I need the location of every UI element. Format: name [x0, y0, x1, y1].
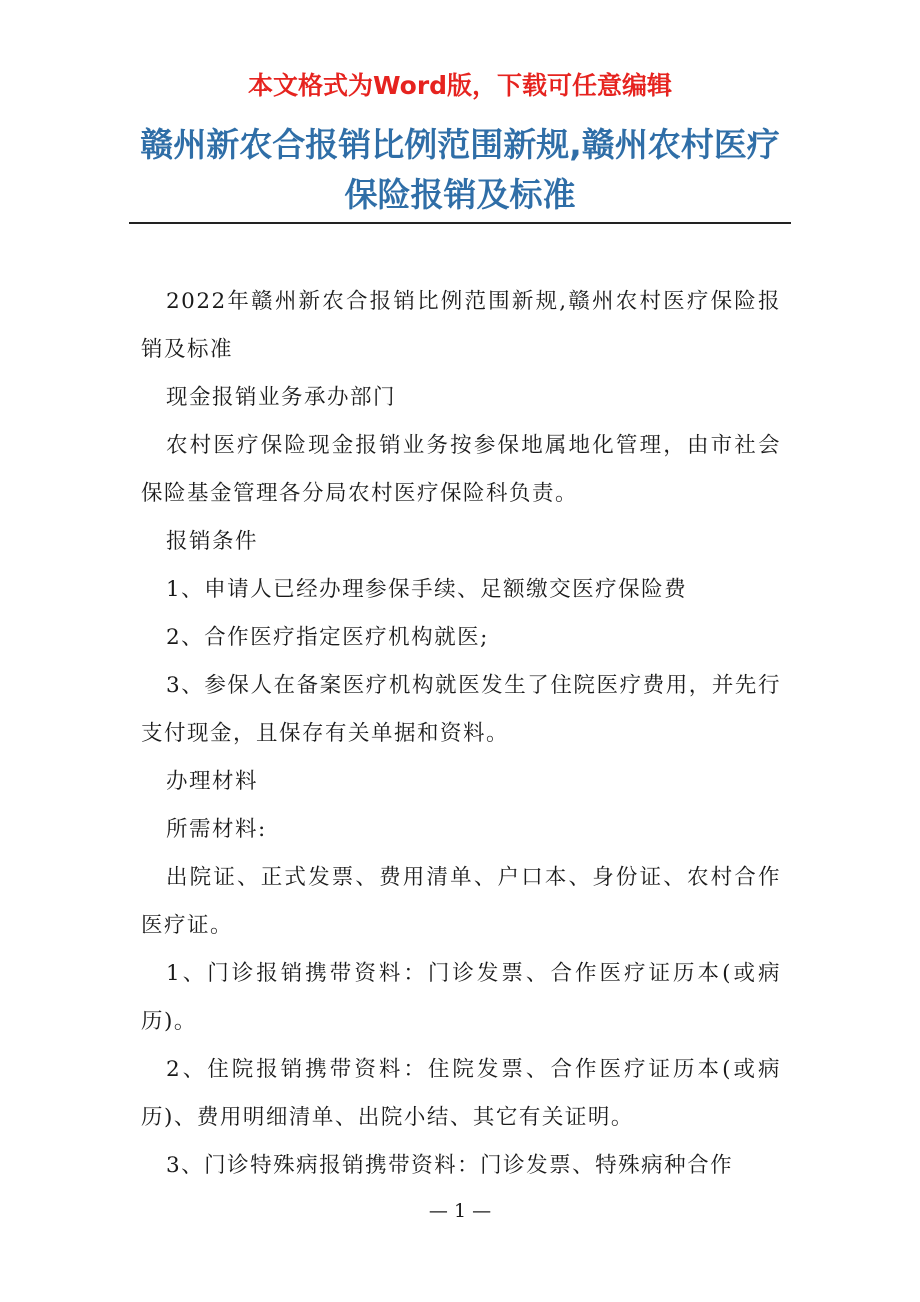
paragraph: 2、合作医疗指定医疗机构就医; [166, 625, 489, 650]
paragraph: 报销条件 [166, 529, 259, 554]
paragraph: 2022年赣州新农合报销比例范围新规,赣州农村医疗保险报销及标准 [141, 289, 781, 362]
format-notice: 本文格式为Word版，下载可任意编辑 [247, 71, 673, 100]
paragraph: 现金报销业务承办部门 [166, 385, 397, 410]
paragraph: 1、申请人已经办理参保手续、足额缴交医疗保险费 [166, 577, 688, 602]
paragraph: 所需材料: [166, 817, 267, 842]
title-divider [129, 222, 791, 224]
paragraph: 1、门诊报销携带资料：门诊发票、合作医疗证历本(或病历)。 [141, 961, 781, 1034]
paragraph: 出院证、正式发票、费用清单、户口本、身份证、农村合作医疗证。 [141, 865, 781, 938]
paragraph: 3、参保人在备案医疗机构就医发生了住院医疗费用，并先行支付现金，且保存有关单据和资料。 [141, 673, 781, 746]
paragraph: 2、住院报销携带资料：住院发票、合作医疗证历本(或病历)、费用明细清单、出院小结、其它有关证明。 [141, 1057, 781, 1130]
paragraph: 办理材料 [166, 769, 259, 794]
document-body [141, 278, 781, 1190]
document-title: 赣州新农合报销比例范围新规,赣州农村医疗保险报销及标准 [140, 125, 780, 214]
paragraph: 农村医疗保险现金报销业务按参保地属地化管理，由市社会保险基金管理各分局农村医疗保险科负责。 [141, 433, 781, 506]
page-number: — 1 — [428, 1200, 492, 1222]
paragraph: 3、门诊特殊病报销携带资料：门诊发票、特殊病种合作 [166, 1153, 734, 1178]
